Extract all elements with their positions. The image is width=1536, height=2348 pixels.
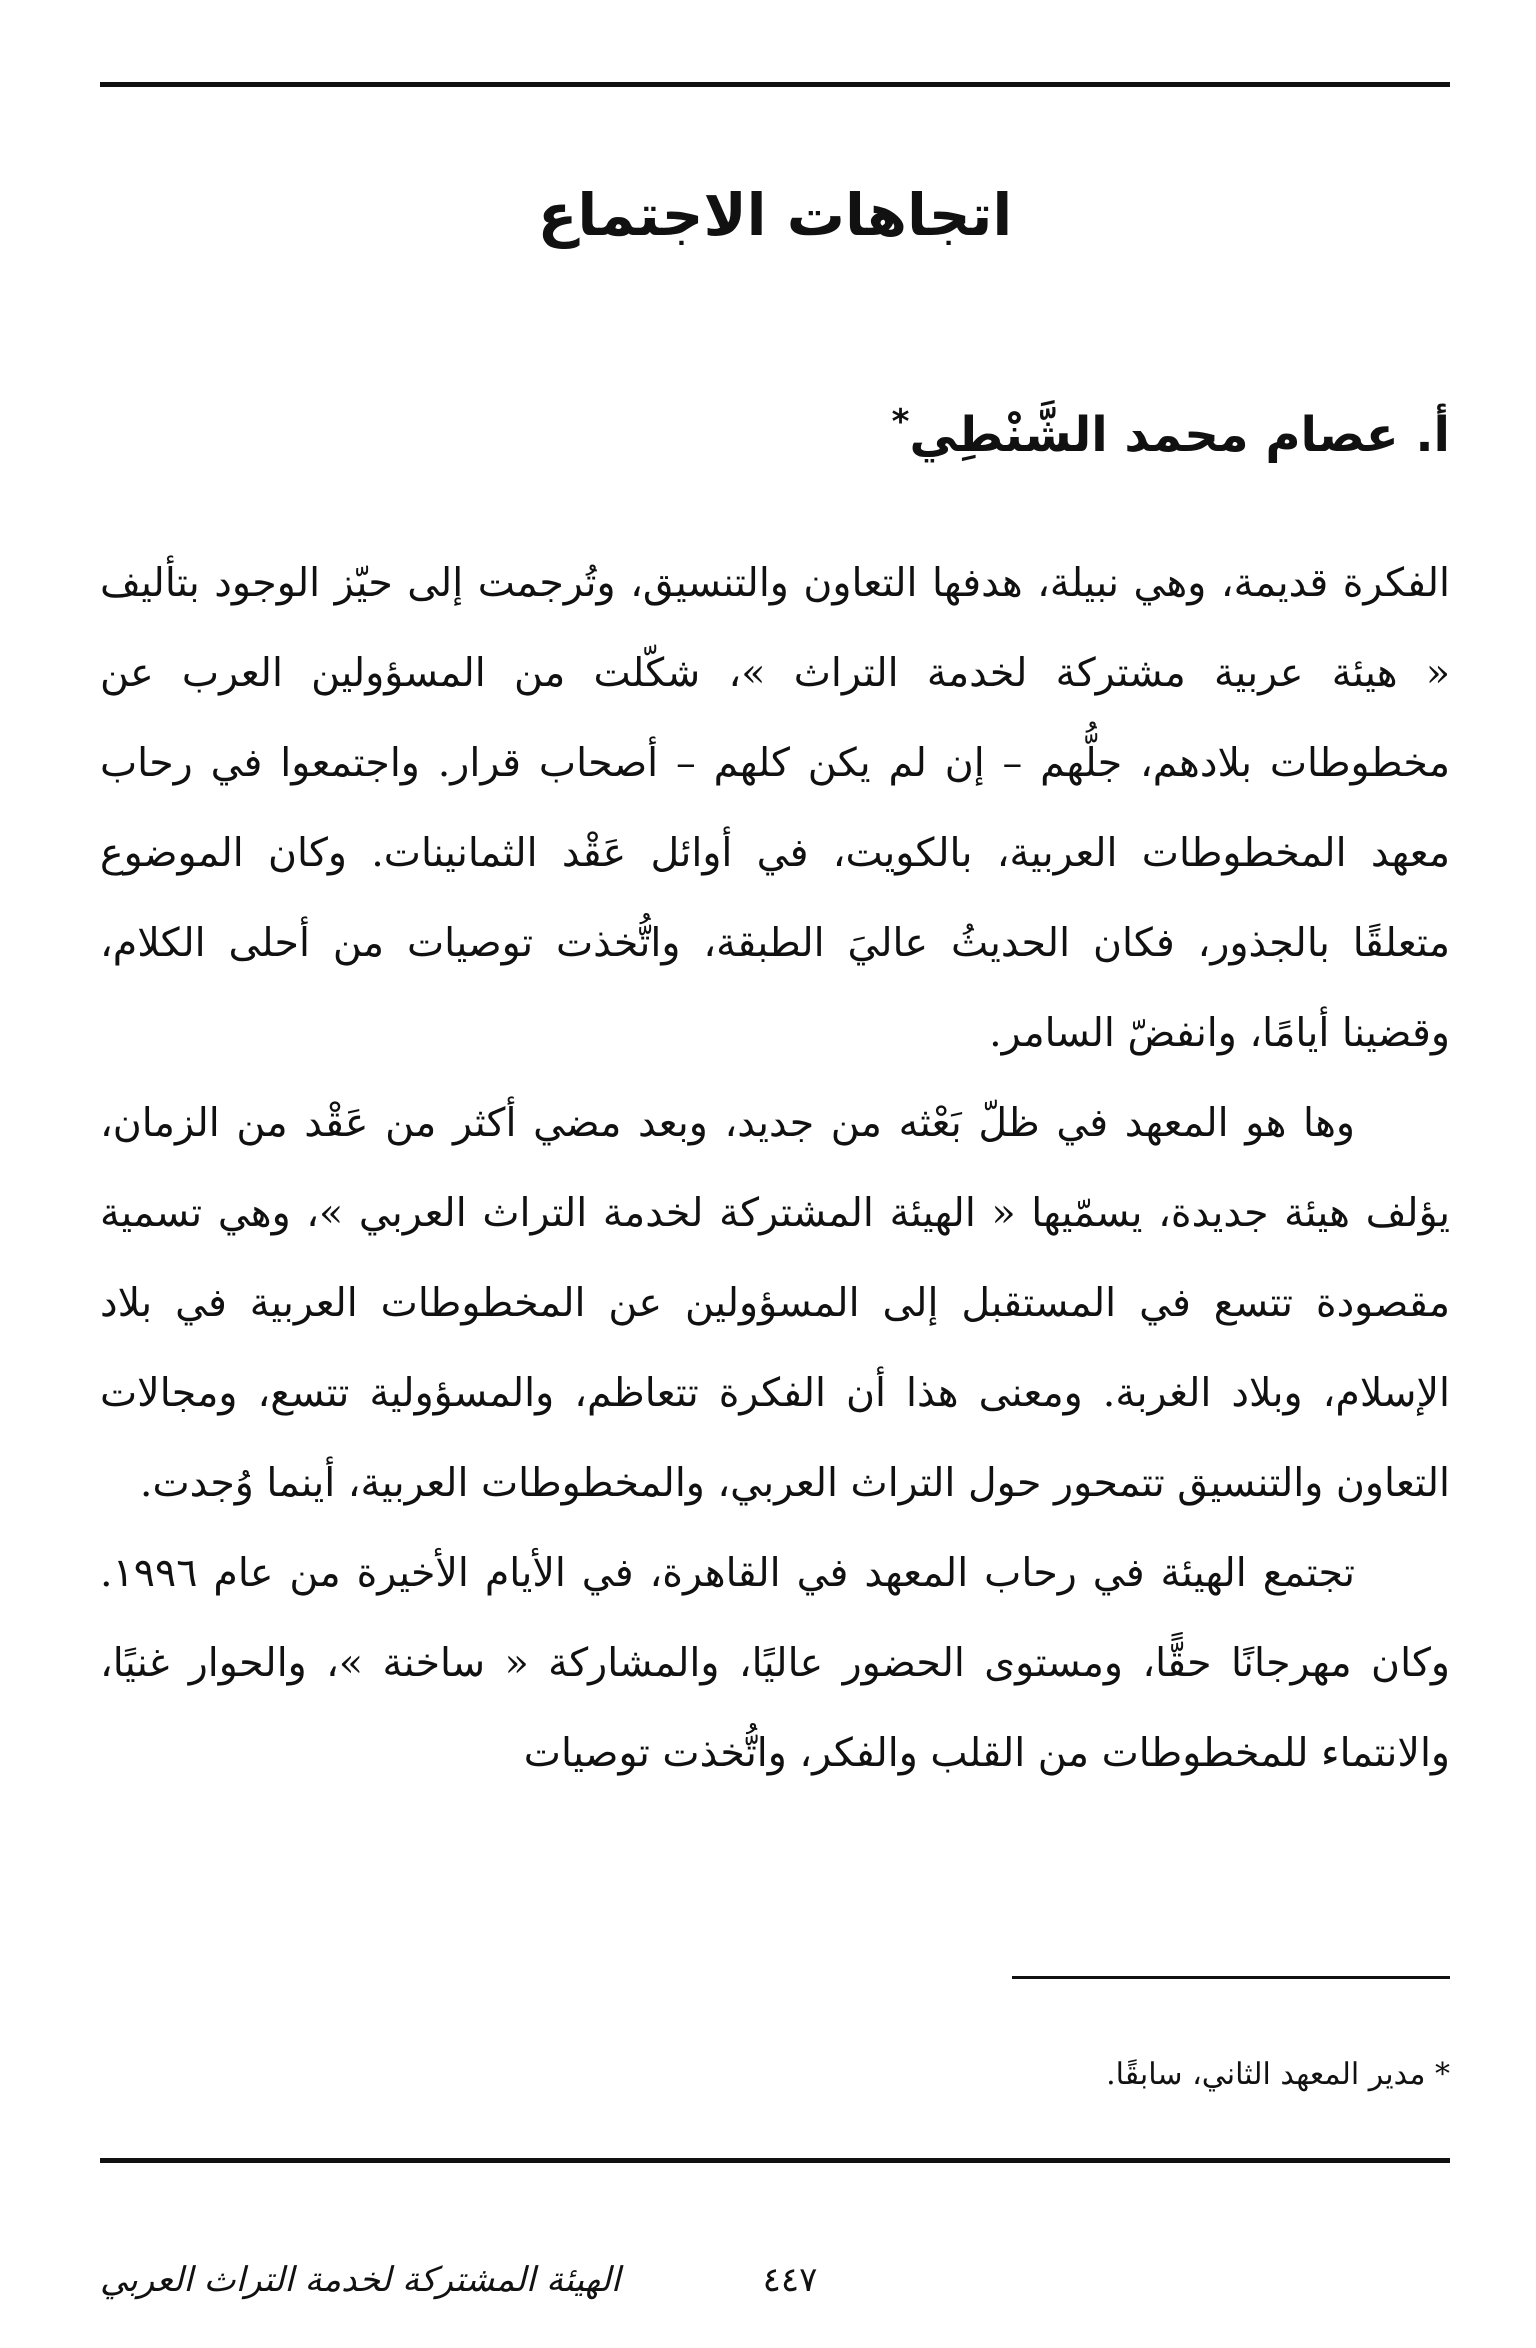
paragraph-1: الفكرة قديمة، وهي نبيلة، هدفها التعاون والتنسيق، وتُرجمت إلى حيّز الوجود بتأليف « هيئة عربية مشتركة لخدمة التراث »، شكّلت من المسؤولين العرب عن مخطوطات بلادهم، جلُّهم – إن لم يكن كلهم – أصحاب قرار. واجتمعوا في رحاب معهد المخطوطات العربية، بالكويت، في أوائل عَقْد الثمانينات. وكان الموضوع متعلقًا بالجذور، فكان الحديثُ عاليَ الطبقة، واتُّخذت توصيات من أحلى الكلام، وقضينا أيامًا، وانفضّ السامر. [100,560,1450,1056]
footnote-marker: * [891,402,910,442]
running-footer-title: الهيئة المشتركة لخدمة التراث العربي [100,2260,621,2300]
article-title: اتجاهات الاجتماع [537,181,1013,249]
header-rule [100,82,1450,87]
footer-rule [100,2158,1450,2163]
author-name: أ. عصام محمد الشَّنْطِي [909,407,1450,463]
footnote: * مدير المعهد الثاني، سابقًا. [1106,2057,1450,2092]
author-line [100,400,1450,470]
page-number: ٤٤٧ [762,2260,818,2300]
paragraph-2: وها هو المعهد في ظلّ بَعْثه من جديد، وبعد مضي أكثر من عَقْد من الزمان، يؤلف هيئة جديدة، يسمّيها « الهيئة المشتركة لخدمة التراث العربي »، وهي تسمية مقصودة تتسع في المستقبل إلى المسؤولين عن المخطوطات العربية في بلاد الإسلام، وبلاد الغربة. ومعنى هذا أن الفكرة تتعاظم، والمسؤولية تتسع، ومجالات التعاون والتنسيق تتمحور حول التراث العربي، والمخطوطات العربية، أينما وُجدت. [100,1100,1450,1506]
article-body [100,538,1450,1798]
footnote-rule [1012,1976,1450,1979]
paragraph-3: تجتمع الهيئة في رحاب المعهد في القاهرة، في الأيام الأخيرة من عام ١٩٩٦. وكان مهرجانًا حقًّا، ومستوى الحضور عاليًا، والمشاركة « ساخنة »، والحوار غنيًا، والانتماء للمخطوطات من القلب والفكر، واتُّخذت توصيات [100,1550,1450,1776]
